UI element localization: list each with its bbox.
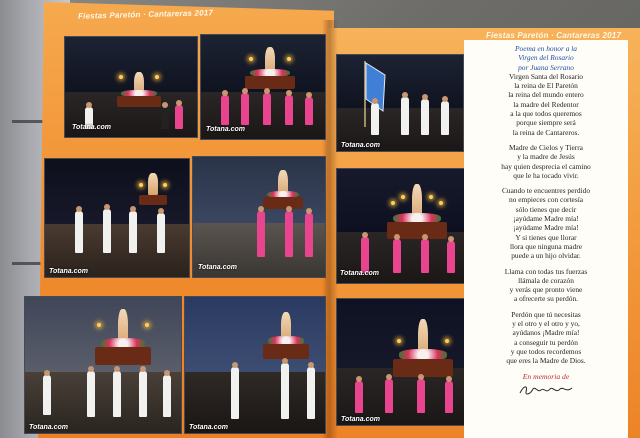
poem-line: la madre del Redentor bbox=[513, 99, 579, 109]
person-head bbox=[372, 98, 378, 104]
procession-person bbox=[129, 211, 137, 253]
person-head bbox=[286, 206, 292, 212]
watermark: Totana.com bbox=[340, 270, 380, 277]
person-head bbox=[130, 206, 136, 212]
float-base bbox=[95, 347, 151, 365]
procession-person bbox=[157, 213, 165, 253]
person-head bbox=[442, 96, 448, 102]
poem-line: y que todos recordemos bbox=[510, 346, 582, 356]
candle-light bbox=[145, 323, 149, 327]
poem-line: ayúdanos ¡Madre mía! bbox=[512, 328, 580, 338]
poem-line: Cuando te encuentres perdido bbox=[501, 186, 591, 196]
handwritten-signature bbox=[516, 383, 576, 397]
procession-person bbox=[113, 371, 121, 417]
poem-line: Madre de Cielos y Tierra bbox=[509, 142, 583, 152]
procession-float bbox=[387, 177, 447, 239]
candle-light bbox=[445, 339, 449, 343]
watermark: Totana.com bbox=[189, 424, 229, 431]
person-head bbox=[258, 206, 264, 212]
candle-light bbox=[401, 195, 405, 199]
procession-person bbox=[371, 103, 379, 135]
person-head bbox=[306, 208, 312, 214]
candle-light bbox=[155, 75, 159, 79]
poem-line: llámala de corazón bbox=[518, 275, 574, 285]
photo-banner-bearer bbox=[336, 54, 464, 152]
procession-float bbox=[263, 305, 309, 359]
person-head bbox=[44, 370, 50, 376]
poem-title-line: por Juana Serrano bbox=[518, 62, 574, 72]
poem-line: ¡ayúdame Madre mía! bbox=[513, 214, 579, 224]
poem-line: la reina de El Paretón bbox=[514, 81, 578, 91]
candle-light bbox=[391, 201, 395, 205]
person-head bbox=[162, 102, 168, 108]
photo-float-night-pink bbox=[336, 298, 470, 426]
person-head bbox=[362, 232, 368, 238]
procession-person bbox=[401, 97, 409, 135]
person-head bbox=[242, 88, 248, 94]
procession-person bbox=[139, 371, 147, 417]
procession-person bbox=[241, 93, 249, 125]
person-head bbox=[86, 102, 92, 108]
procession-person bbox=[445, 381, 453, 413]
procession-person bbox=[285, 95, 293, 125]
poem-line: y el otro y el otro y yo, bbox=[512, 319, 580, 329]
watermark: Totana.com bbox=[206, 126, 246, 133]
photo-float-dusk bbox=[24, 296, 182, 434]
procession-person bbox=[87, 371, 95, 417]
poem-title-line: Virgen del Rosario bbox=[518, 53, 574, 63]
candle-light bbox=[119, 75, 123, 79]
person-head bbox=[140, 366, 146, 372]
candle-light bbox=[139, 183, 143, 187]
candle-light bbox=[287, 57, 291, 61]
float-base bbox=[245, 76, 295, 89]
procession-float bbox=[245, 41, 295, 89]
poem-line: sólo tienes que decir bbox=[515, 204, 577, 214]
photo-float-on-shoulders bbox=[192, 156, 326, 278]
procession-person bbox=[421, 99, 429, 135]
procession-float bbox=[263, 165, 303, 209]
left-page-header: Fiestas Paretón · Cantareras 2017 bbox=[77, 8, 214, 21]
procession-person bbox=[257, 211, 265, 257]
poem-stanza bbox=[464, 72, 628, 137]
procession-person bbox=[355, 381, 363, 413]
poem-line: Virgen Santa del Rosario bbox=[509, 71, 583, 81]
photo-float-lit-candles bbox=[336, 168, 470, 284]
photo-sky bbox=[45, 159, 189, 224]
poem-line: que eres la Madre de Dios. bbox=[506, 356, 586, 366]
procession-person bbox=[307, 367, 315, 419]
watermark: Totana.com bbox=[341, 142, 381, 149]
watermark: Totana.com bbox=[198, 264, 238, 271]
poem-line: la reina del mundo entero bbox=[508, 90, 584, 100]
person-head bbox=[264, 88, 270, 94]
watermark: Totana.com bbox=[341, 416, 381, 423]
person-head bbox=[286, 90, 292, 96]
person-head bbox=[402, 92, 408, 98]
person-head bbox=[104, 204, 110, 210]
person-head bbox=[222, 90, 228, 96]
person-head bbox=[418, 374, 424, 380]
person-head bbox=[88, 366, 94, 372]
poem-line: puede a un hijo olvidar. bbox=[511, 251, 581, 261]
procession-float bbox=[139, 169, 167, 205]
right-page-header: Fiestas Paretón · Cantareras 2017 bbox=[486, 31, 622, 40]
poem-title-block bbox=[464, 40, 628, 72]
procession-person bbox=[75, 211, 83, 253]
person-head bbox=[446, 376, 452, 382]
watermark: Totana.com bbox=[29, 424, 69, 431]
poem-line: a la que todos queremos bbox=[510, 109, 582, 119]
float-base bbox=[139, 195, 167, 205]
poem-stanza bbox=[464, 186, 628, 260]
procession-person bbox=[393, 239, 401, 273]
poem-stanza bbox=[464, 267, 628, 304]
candle-light bbox=[163, 183, 167, 187]
procession-person bbox=[305, 213, 313, 257]
poem-line: a ofrecerte su perdón. bbox=[513, 294, 579, 304]
person-head bbox=[394, 234, 400, 240]
poem-line: Llama con todas tus fuerzas bbox=[504, 266, 588, 276]
person-head bbox=[176, 100, 182, 106]
poem-line: que le ha tocado vivir. bbox=[513, 170, 579, 180]
float-base bbox=[263, 197, 303, 209]
person-head bbox=[386, 374, 392, 380]
procession-person bbox=[441, 101, 449, 135]
candle-light bbox=[439, 201, 443, 205]
person-head bbox=[164, 370, 170, 376]
poem-line: la reina de Cantareros. bbox=[512, 127, 580, 137]
poem-line: y la madre de Jesús bbox=[517, 152, 575, 162]
procession-person bbox=[163, 375, 171, 417]
person-head bbox=[306, 92, 312, 98]
person-head bbox=[232, 362, 238, 368]
person-head bbox=[308, 362, 314, 368]
person-head bbox=[448, 236, 454, 242]
watermark: Totana.com bbox=[49, 268, 89, 275]
virgin-statue bbox=[148, 173, 158, 195]
photo-float-crowd bbox=[184, 296, 326, 434]
person-head bbox=[356, 376, 362, 382]
procession-person bbox=[447, 241, 455, 273]
procession-float bbox=[117, 67, 161, 107]
procession-person bbox=[231, 367, 239, 419]
photo-float-bearers-pink bbox=[200, 34, 326, 140]
person-head bbox=[158, 208, 164, 214]
poem-line: a conseguir tu perdón bbox=[514, 337, 578, 347]
candle-light bbox=[249, 57, 253, 61]
poem-memory-line: En memoria de bbox=[522, 371, 570, 381]
procession-person bbox=[305, 97, 313, 125]
procession-float bbox=[393, 311, 453, 377]
poem-line: no empieces con cortesía bbox=[508, 195, 584, 205]
procession-person bbox=[361, 237, 369, 273]
candle-light bbox=[429, 195, 433, 199]
poem-panel bbox=[464, 40, 628, 438]
poem-line: Y si tienes que llorar bbox=[515, 232, 577, 242]
procession-person bbox=[263, 93, 271, 125]
procession-person bbox=[103, 209, 111, 253]
procession-person bbox=[43, 375, 51, 415]
float-base bbox=[263, 344, 309, 359]
photo-procession-street bbox=[44, 158, 190, 278]
procession-person bbox=[417, 379, 425, 413]
poem-line: hay quien desprecia el camino bbox=[501, 161, 591, 171]
watermark: Totana.com bbox=[72, 124, 112, 131]
poem-title-line: Poema en honor a la bbox=[515, 44, 577, 53]
person-head bbox=[422, 94, 428, 100]
poem-line: llora que ninguna madre bbox=[509, 241, 583, 251]
person-head bbox=[114, 366, 120, 372]
procession-person bbox=[281, 363, 289, 419]
photo-night-float-1 bbox=[64, 36, 198, 138]
procession-float bbox=[95, 301, 151, 365]
poem-line: y verás que pronto viene bbox=[509, 285, 583, 295]
float-base bbox=[117, 96, 161, 107]
poem-line: ¡ayúdame Madre mía! bbox=[513, 223, 579, 233]
person-head bbox=[76, 206, 82, 212]
procession-person bbox=[161, 107, 169, 129]
procession-person bbox=[285, 211, 293, 257]
poem-line: porque siempre será bbox=[516, 118, 576, 128]
procession-person bbox=[175, 105, 183, 129]
poem-line: Perdón que tú necesitas bbox=[511, 309, 581, 319]
candle-light bbox=[397, 339, 401, 343]
procession-person bbox=[385, 379, 393, 413]
person-head bbox=[422, 234, 428, 240]
person-head bbox=[282, 358, 288, 364]
procession-person bbox=[221, 95, 229, 125]
procession-person bbox=[421, 239, 429, 273]
poem-stanza bbox=[464, 310, 628, 366]
candle-light bbox=[97, 323, 101, 327]
poem-stanza bbox=[464, 143, 628, 180]
